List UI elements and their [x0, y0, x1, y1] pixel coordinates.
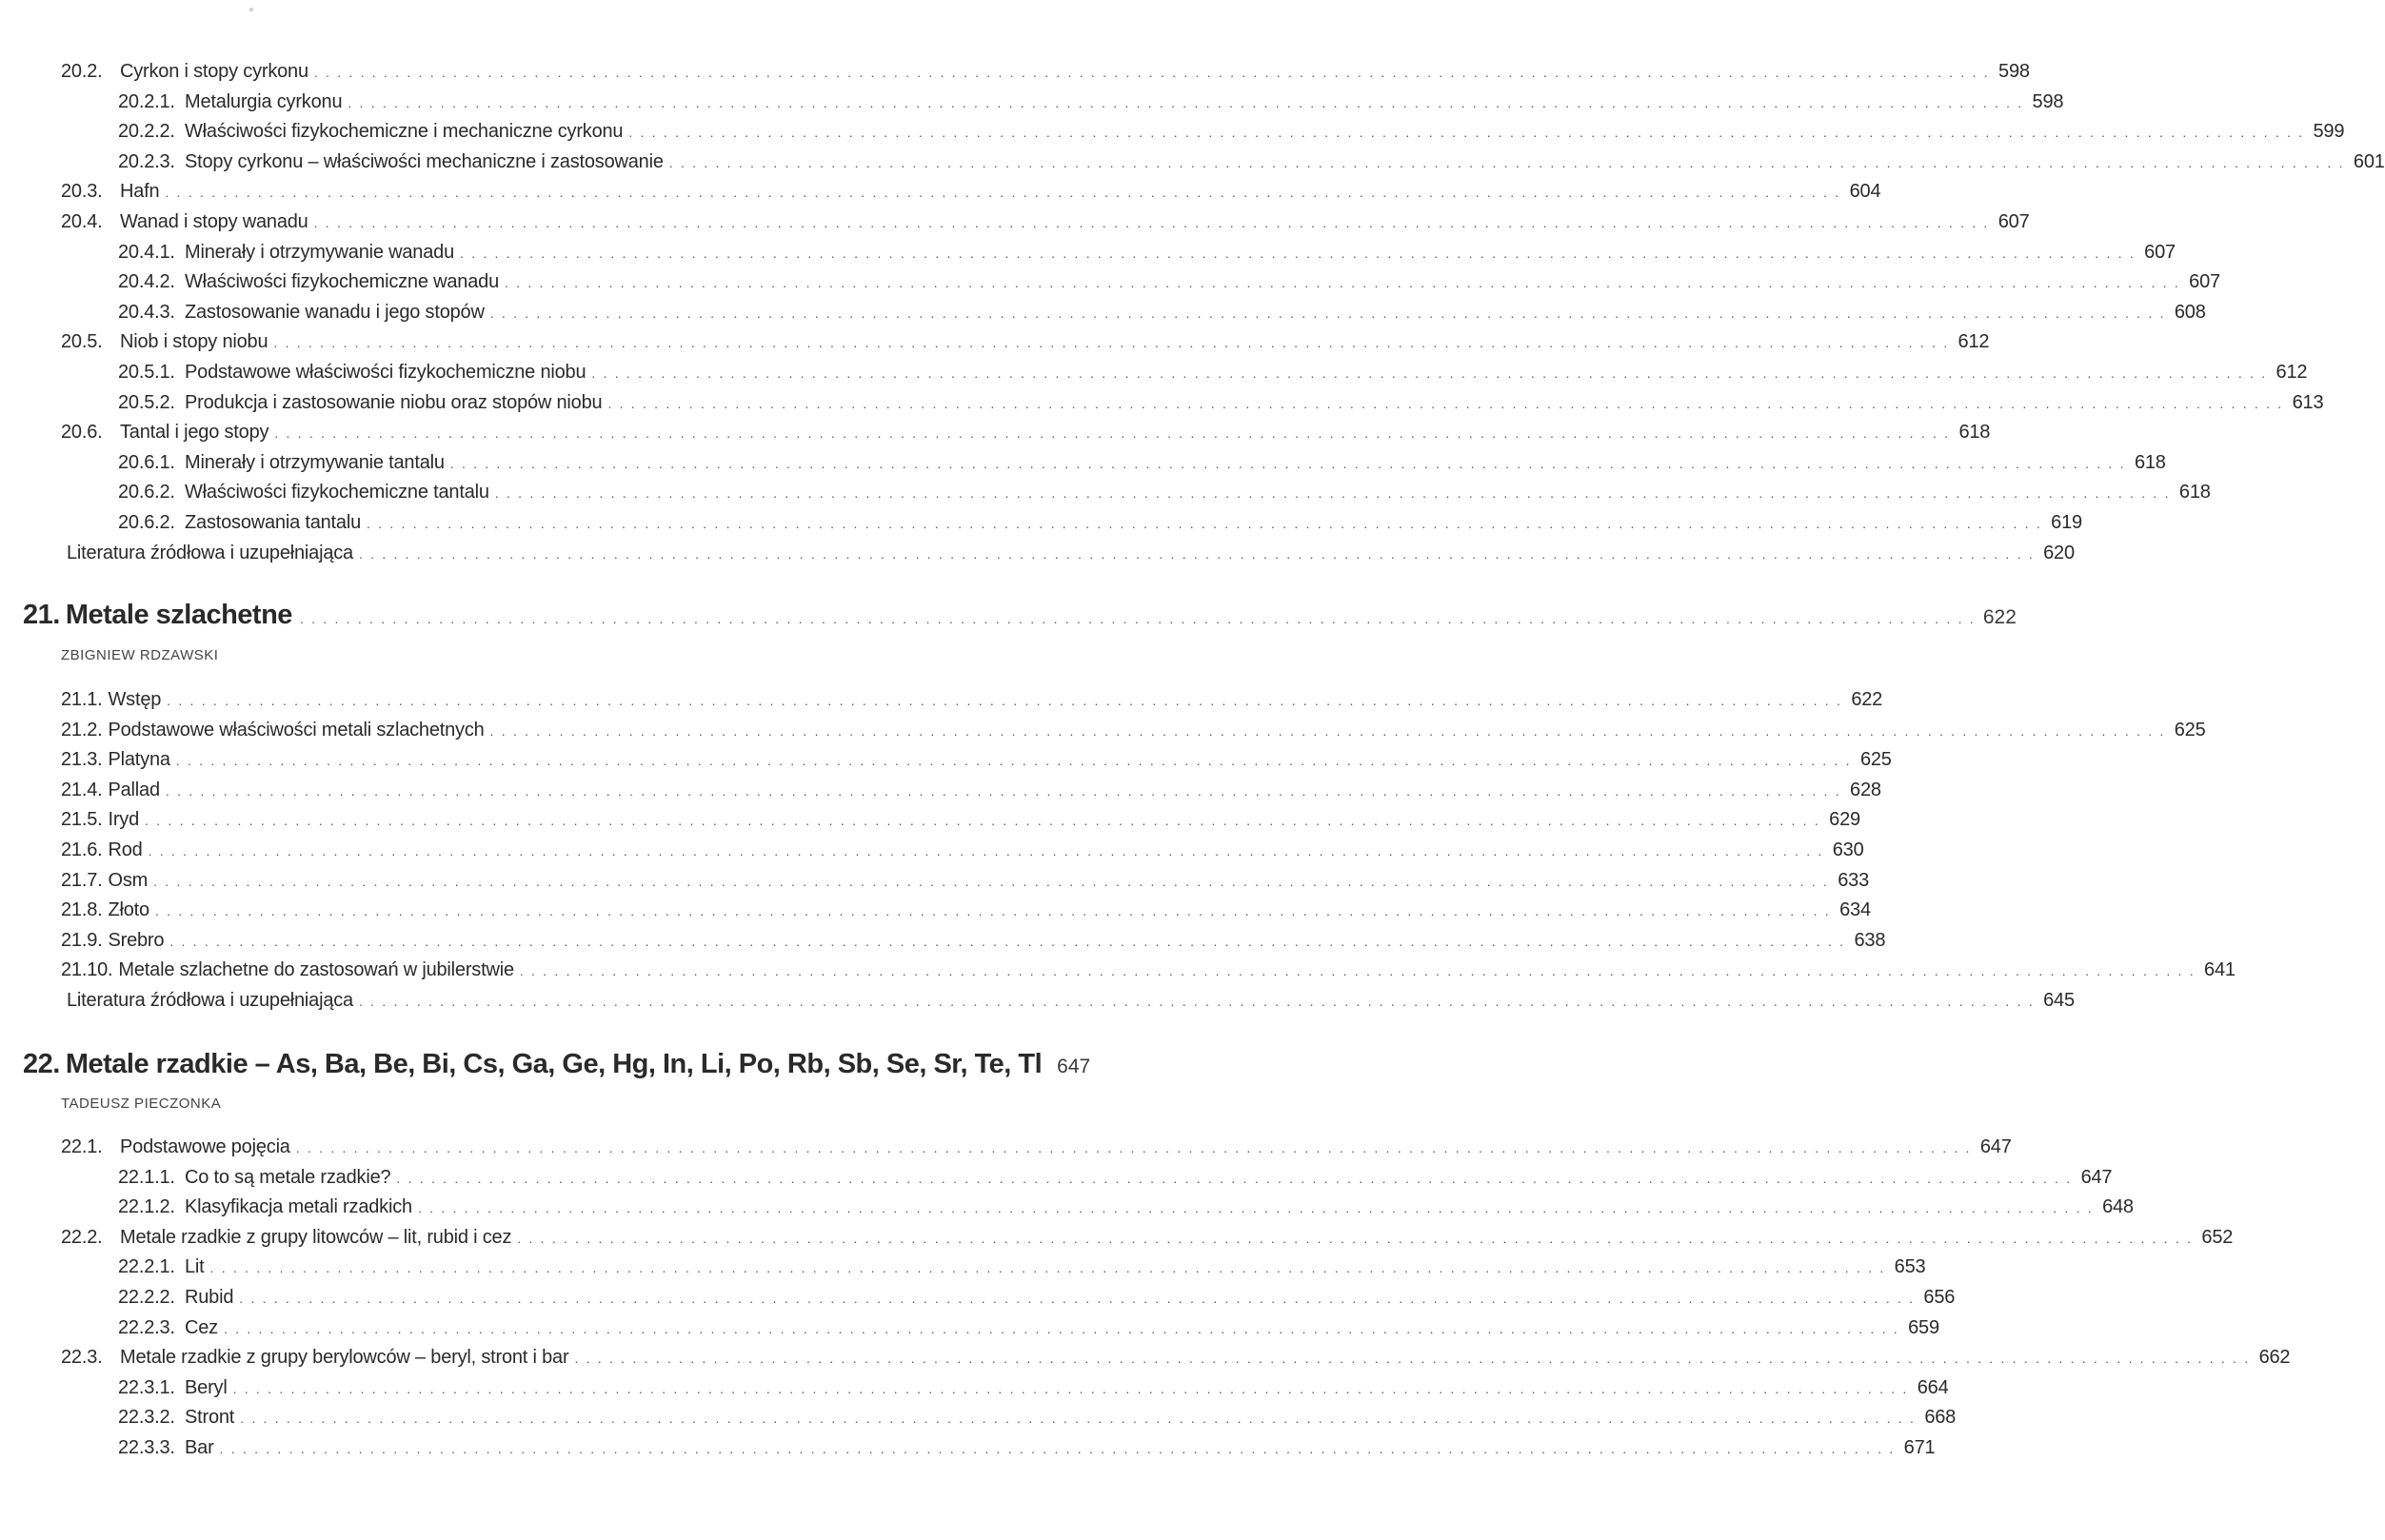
- entry-title: Wstęp: [108, 689, 162, 710]
- toc-entry: [61, 986, 2075, 1015]
- entry-number: 20.4.3.: [118, 301, 175, 323]
- leader-dots: [220, 1434, 1896, 1463]
- entry-title: Zastosowania tantalu: [185, 512, 362, 533]
- entry-title: Metale rzadkie z grupy litowców – lit, rubid i cez: [120, 1226, 512, 1248]
- entry-title: Tantal i jego stopy: [120, 422, 269, 444]
- entry-title: Stopy cyrkonu – właściwości mechaniczne i zastosowanie: [185, 150, 664, 172]
- entry-title: Rubid: [185, 1287, 234, 1308]
- entry-title: Podstawowe pojęcia: [120, 1136, 290, 1157]
- entry-page: 628: [1850, 779, 1881, 800]
- toc-entry: [61, 1343, 2291, 1372]
- toc-entry: [118, 388, 2324, 417]
- leader-dots: [314, 58, 1990, 87]
- entry-number: 20.6.2.: [118, 512, 175, 533]
- leader-dots: [169, 927, 1845, 956]
- entry-page: 625: [2174, 719, 2206, 740]
- entry-page: 601: [2353, 150, 2385, 172]
- chapter-22-heading: [23, 1049, 1091, 1087]
- entry-page: 647: [1979, 1136, 2012, 1157]
- entry-number: 21.8.: [61, 899, 103, 921]
- entry-number: 21.2.: [61, 719, 103, 740]
- toc-entry: [118, 267, 2220, 296]
- entry-page: 659: [1908, 1316, 1939, 1338]
- leader-dots: [367, 509, 2042, 538]
- entry-number: 22.2.1.: [118, 1256, 175, 1278]
- entry-page: 671: [1903, 1437, 1936, 1458]
- entry-number: 20.6.2.: [118, 482, 175, 503]
- toc-entry: [61, 896, 1871, 924]
- entry-title: Lit: [185, 1256, 205, 1278]
- entry-number: 20.2.2.: [118, 121, 175, 143]
- toc-entry: [61, 805, 1860, 834]
- entry-number: 22.3.2.: [118, 1407, 175, 1429]
- toc-entry: [118, 88, 2064, 116]
- entry-title: Metale szlachetne do zastosowań w jubilerstwie: [118, 959, 514, 981]
- toc-entry: [118, 358, 2308, 386]
- entry-title: Pallad: [108, 779, 160, 800]
- toc-entry: [61, 539, 2075, 567]
- entry-page: 598: [1998, 61, 2030, 82]
- leader-dots: [450, 449, 2126, 478]
- leader-dots: [359, 987, 2035, 1016]
- entry-number: 21.7.: [61, 869, 103, 891]
- entry-number: 22.1.1.: [118, 1166, 175, 1188]
- toc-entry: [61, 1223, 2234, 1252]
- entry-number: 22.3.: [61, 1347, 103, 1369]
- entry-title: Stront: [185, 1407, 235, 1429]
- entry-title: Minerały i otrzymywanie wanadu: [185, 241, 455, 263]
- leader-dots: [155, 897, 1831, 925]
- leader-dots: [348, 89, 2023, 117]
- entry-page: 652: [2201, 1226, 2234, 1248]
- leader-dots: [300, 611, 1976, 626]
- entry-page: 638: [1854, 929, 1886, 951]
- entry-title: Rod: [108, 839, 143, 860]
- entry-page: 604: [1849, 181, 1881, 203]
- toc-entry: [118, 238, 2176, 267]
- leader-dots: [224, 1314, 1899, 1343]
- toc-entry: [118, 1193, 2134, 1221]
- toc-entry: [118, 478, 2211, 506]
- entry-page: 607: [1997, 211, 2030, 232]
- entry-number: 20.5.2.: [118, 391, 175, 413]
- entry-page: 629: [1829, 809, 1860, 831]
- entry-number: 20.4.2.: [118, 271, 175, 293]
- entry-title: Bar: [185, 1437, 214, 1458]
- toc-entry: [61, 177, 1881, 206]
- entry-number: 21.4.: [61, 779, 103, 800]
- entry-page: 630: [1832, 839, 1864, 860]
- entry-number: 20.5.: [61, 331, 103, 353]
- entry-page: 619: [2051, 512, 2082, 533]
- leader-dots: [607, 389, 2283, 418]
- entry-page: 668: [1924, 1407, 1957, 1429]
- toc-entry: [61, 418, 1991, 446]
- chapter-page: 622: [1982, 606, 2017, 628]
- entry-number: 22.1.2.: [118, 1196, 175, 1218]
- leader-dots: [359, 540, 2035, 568]
- toc-entry: [61, 866, 1870, 895]
- toc-entry: [61, 685, 1883, 714]
- chapter-number: 21.: [23, 600, 60, 630]
- leader-dots: [490, 717, 2166, 745]
- entry-page: 647: [2080, 1166, 2113, 1188]
- leader-dots: [296, 1134, 1972, 1162]
- leader-dots: [505, 268, 2180, 297]
- chapter-number: 22.: [23, 1049, 60, 1079]
- entry-title: Hafn: [120, 181, 160, 203]
- scan-speck: [249, 8, 253, 11]
- entry-number: 20.2.1.: [118, 90, 175, 112]
- leader-dots: [460, 239, 2136, 267]
- leader-dots: [167, 686, 1842, 715]
- toc-entry: [61, 1133, 2012, 1161]
- entry-title: Metalurgia cyrkonu: [185, 90, 343, 112]
- leader-dots: [210, 1254, 1886, 1282]
- leader-dots: [628, 118, 2304, 147]
- entry-number: 20.6.: [61, 422, 103, 444]
- entry-title: Złoto: [108, 899, 149, 921]
- toc-entry: [61, 956, 2236, 984]
- toc-entry: [61, 57, 2030, 86]
- toc-entry: [61, 207, 2030, 236]
- entry-title: Klasyfikacja metali rzadkich: [185, 1196, 412, 1218]
- toc-entry: [118, 1163, 2113, 1192]
- entry-title: Beryl: [185, 1376, 228, 1398]
- leader-dots: [165, 178, 1840, 207]
- entry-number: 22.3.1.: [118, 1376, 175, 1398]
- entry-number: 22.2.: [61, 1226, 103, 1248]
- entry-page: 641: [2204, 959, 2236, 981]
- chapter-title: Metale rzadkie – As, Ba, Be, Bi, Cs, Ga, Ge, Hg, In, Li, Po, Rb, Sb, Se, Sr, Te, Tl: [65, 1049, 1043, 1079]
- entry-title: Iryd: [108, 809, 140, 831]
- chapter-21-heading: [23, 600, 2017, 638]
- leader-dots: [418, 1194, 2094, 1222]
- entry-number: 20.5.1.: [118, 362, 175, 383]
- toc-entry: [118, 298, 2206, 326]
- leader-dots: [495, 479, 2171, 507]
- chapter-author: TADEUSZ PIECZONKA: [61, 1096, 222, 1112]
- entry-page: 612: [1958, 331, 1990, 353]
- toc-entry: [61, 926, 1886, 955]
- entry-number: 20.6.1.: [118, 451, 175, 473]
- entry-number: 21.1.: [61, 689, 103, 710]
- leader-dots: [166, 777, 1841, 805]
- toc-entry: [118, 1373, 1949, 1402]
- entry-page: 622: [1851, 689, 1883, 710]
- entry-number: 20.3.: [61, 181, 103, 203]
- entry-page: 653: [1894, 1256, 1926, 1278]
- entry-page: 662: [2258, 1347, 2291, 1369]
- toc-entry: [118, 117, 2345, 146]
- leader-dots: [591, 359, 2267, 387]
- entry-number: 21.6.: [61, 839, 103, 860]
- toc-entry: [118, 508, 2082, 537]
- toc-entry: [118, 1313, 1939, 1342]
- entry-title: Zastosowanie wanadu i jego stopów: [185, 301, 485, 323]
- leader-dots: [517, 1224, 2193, 1253]
- leader-dots: [574, 1344, 2250, 1372]
- entry-number: 20.4.: [61, 211, 103, 232]
- entry-page: 599: [2313, 121, 2345, 143]
- entry-page: 664: [1917, 1376, 1949, 1398]
- entry-page: 608: [2174, 301, 2206, 323]
- leader-dots: [669, 148, 2345, 177]
- entry-title: Podstawowe właściwości metali szlachetnych: [108, 719, 485, 740]
- entry-title: Co to są metale rzadkie?: [185, 1166, 391, 1188]
- entry-page: 607: [2189, 271, 2220, 293]
- entry-page: 618: [2178, 482, 2211, 503]
- toc-entry: [118, 1253, 1926, 1281]
- leader-dots: [314, 208, 1990, 237]
- toc-entry: [118, 1283, 1956, 1312]
- entry-page: 645: [2043, 990, 2075, 1011]
- toc-entry: [61, 327, 1990, 356]
- leader-dots: [239, 1284, 1915, 1313]
- leader-dots: [145, 806, 1820, 835]
- entry-number: 20.2.: [61, 61, 103, 82]
- toc-entry: [118, 1403, 1957, 1431]
- entry-page: 633: [1838, 869, 1870, 891]
- toc-entry: [118, 148, 2385, 176]
- entry-title: Cyrkon i stopy cyrkonu: [120, 61, 308, 82]
- entry-title: Niob i stopy niobu: [120, 331, 268, 353]
- entry-number: 21.9.: [61, 929, 103, 951]
- entry-page: 656: [1923, 1287, 1956, 1308]
- entry-page: 620: [2043, 542, 2075, 563]
- entry-title: Wanad i stopy wanadu: [120, 211, 308, 232]
- entry-title: Właściwości fizykochemiczne tantalu: [185, 482, 489, 503]
- toc-entry: [118, 1433, 1936, 1462]
- entry-page: 618: [1958, 422, 1991, 444]
- chapter-page: 647: [1057, 1056, 1091, 1077]
- entry-page: 613: [2292, 391, 2324, 413]
- leader-dots: [490, 299, 2166, 327]
- entry-title: Literatura źródłowa i uzupełniająca: [67, 990, 353, 1011]
- entry-title: Minerały i otrzymywanie tantalu: [185, 451, 445, 473]
- leader-dots: [273, 328, 1949, 357]
- toc-entry: [61, 836, 1864, 864]
- entry-page: 625: [1859, 749, 1892, 771]
- entry-title: Właściwości fizykochemiczne wanadu: [185, 271, 499, 293]
- leader-dots: [233, 1374, 1909, 1403]
- entry-page: 607: [2144, 241, 2176, 263]
- entry-page: 618: [2134, 451, 2166, 473]
- entry-page: 598: [2032, 90, 2064, 112]
- entry-page: 634: [1839, 899, 1871, 921]
- leader-dots: [149, 837, 1824, 865]
- entry-title: Podstawowe właściwości fizykochemiczne niobu: [185, 362, 586, 383]
- leader-dots: [274, 419, 1950, 447]
- toc-entry: [118, 448, 2166, 477]
- entry-title: Literatura źródłowa i uzupełniająca: [67, 542, 353, 563]
- chapter-title: Metale szlachetne: [65, 600, 292, 630]
- entry-page: 612: [2276, 362, 2308, 383]
- entry-number: 22.2.2.: [118, 1287, 175, 1308]
- entry-number: 22.2.3.: [118, 1316, 175, 1338]
- toc-entry: [61, 716, 2206, 744]
- entry-title: Osm: [108, 869, 149, 891]
- toc-entry: [61, 776, 1881, 804]
- entry-number: 21.3.: [61, 749, 103, 771]
- entry-page: 648: [2102, 1196, 2134, 1218]
- chapter-author: ZBIGNIEW RDZAWSKI: [61, 647, 219, 663]
- entry-number: 22.1.: [61, 1136, 103, 1157]
- entry-title: Platyna: [108, 749, 170, 771]
- leader-dots: [240, 1404, 1916, 1432]
- entry-title: Produkcja i zastosowanie niobu oraz stopów niobu: [185, 391, 603, 413]
- entry-number: 20.2.3.: [118, 150, 175, 172]
- toc-entry: [61, 745, 1892, 774]
- entry-number: 20.4.1.: [118, 241, 175, 263]
- leader-dots: [520, 957, 2196, 985]
- entry-number: 22.3.3.: [118, 1437, 175, 1458]
- leader-dots: [153, 867, 1829, 896]
- entry-number: 21.10.: [61, 959, 113, 981]
- leader-dots: [176, 746, 1852, 775]
- entry-title: Metale rzadkie z grupy berylowców – beryl, stront i bar: [120, 1347, 569, 1369]
- entry-title: Właściwości fizykochemiczne i mechaniczne cyrkonu: [185, 121, 624, 143]
- entry-number: 21.5.: [61, 809, 103, 831]
- entry-title: Srebro: [108, 929, 165, 951]
- leader-dots: [396, 1164, 2072, 1193]
- entry-title: Cez: [185, 1316, 218, 1338]
